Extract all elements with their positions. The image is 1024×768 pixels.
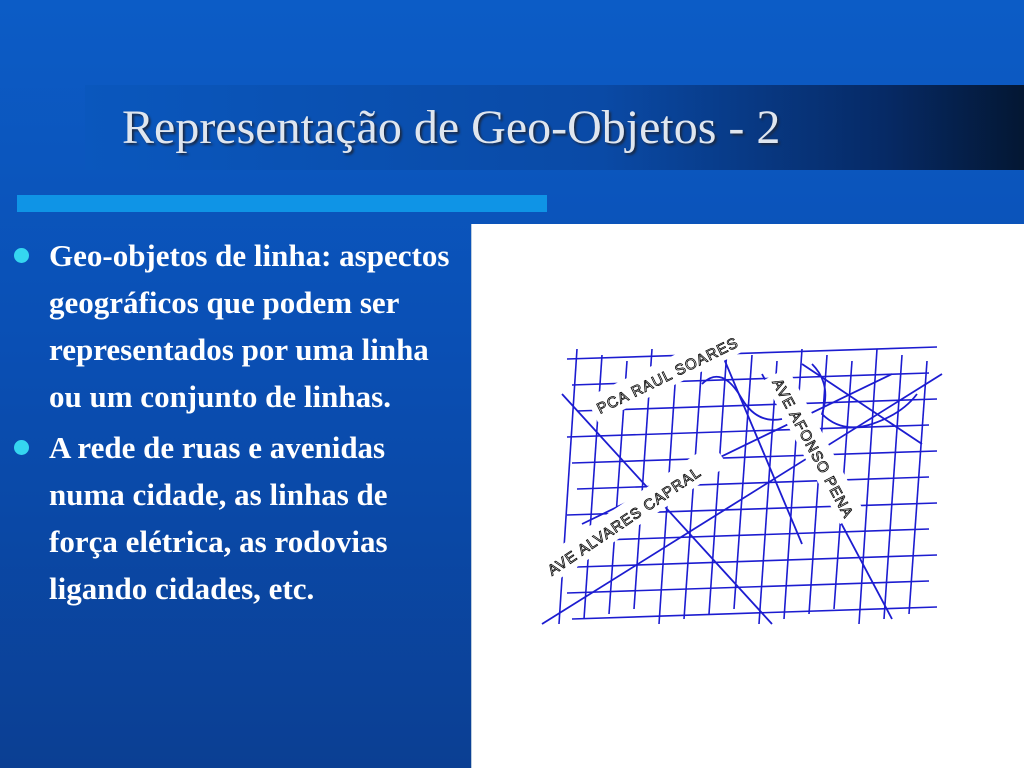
- bullet-item: [14, 232, 454, 420]
- street-map-image: [471, 224, 1024, 768]
- bullet-dot-icon: [14, 248, 29, 263]
- map-label-praca: PCA RAUL SOARES: [594, 334, 742, 418]
- street-line: [759, 361, 777, 624]
- map-label-afonso-pena: AVE AFONSO PENA: [768, 375, 857, 522]
- bullet-text: A rede de ruas e avenidas numa cidade, as linhas de força elétrica, as rodovias ligando cidades, etc.: [49, 430, 388, 606]
- bullet-list: [14, 232, 454, 616]
- bullet-dot-icon: [14, 440, 29, 455]
- street-line: [577, 477, 929, 489]
- street-line: [559, 349, 577, 624]
- street-line: [577, 555, 937, 567]
- bullet-item: [14, 424, 454, 612]
- street-line: [884, 355, 902, 619]
- street-map-drawing: [472, 224, 1024, 768]
- bullet-text: Geo-objetos de linha: aspectos geográficos que podem ser representados por uma linha ou um conjunto de linhas.: [49, 238, 450, 414]
- street-line: [572, 451, 937, 463]
- title-underline: [17, 195, 547, 212]
- street-line: [709, 349, 727, 614]
- slide-title: Representação de Geo-Objetos - 2: [122, 101, 781, 154]
- street-line: [734, 355, 752, 609]
- street-line: [572, 607, 937, 619]
- map-label-alvares-cabral: AVE ALVARES CAPRAL: [544, 463, 705, 580]
